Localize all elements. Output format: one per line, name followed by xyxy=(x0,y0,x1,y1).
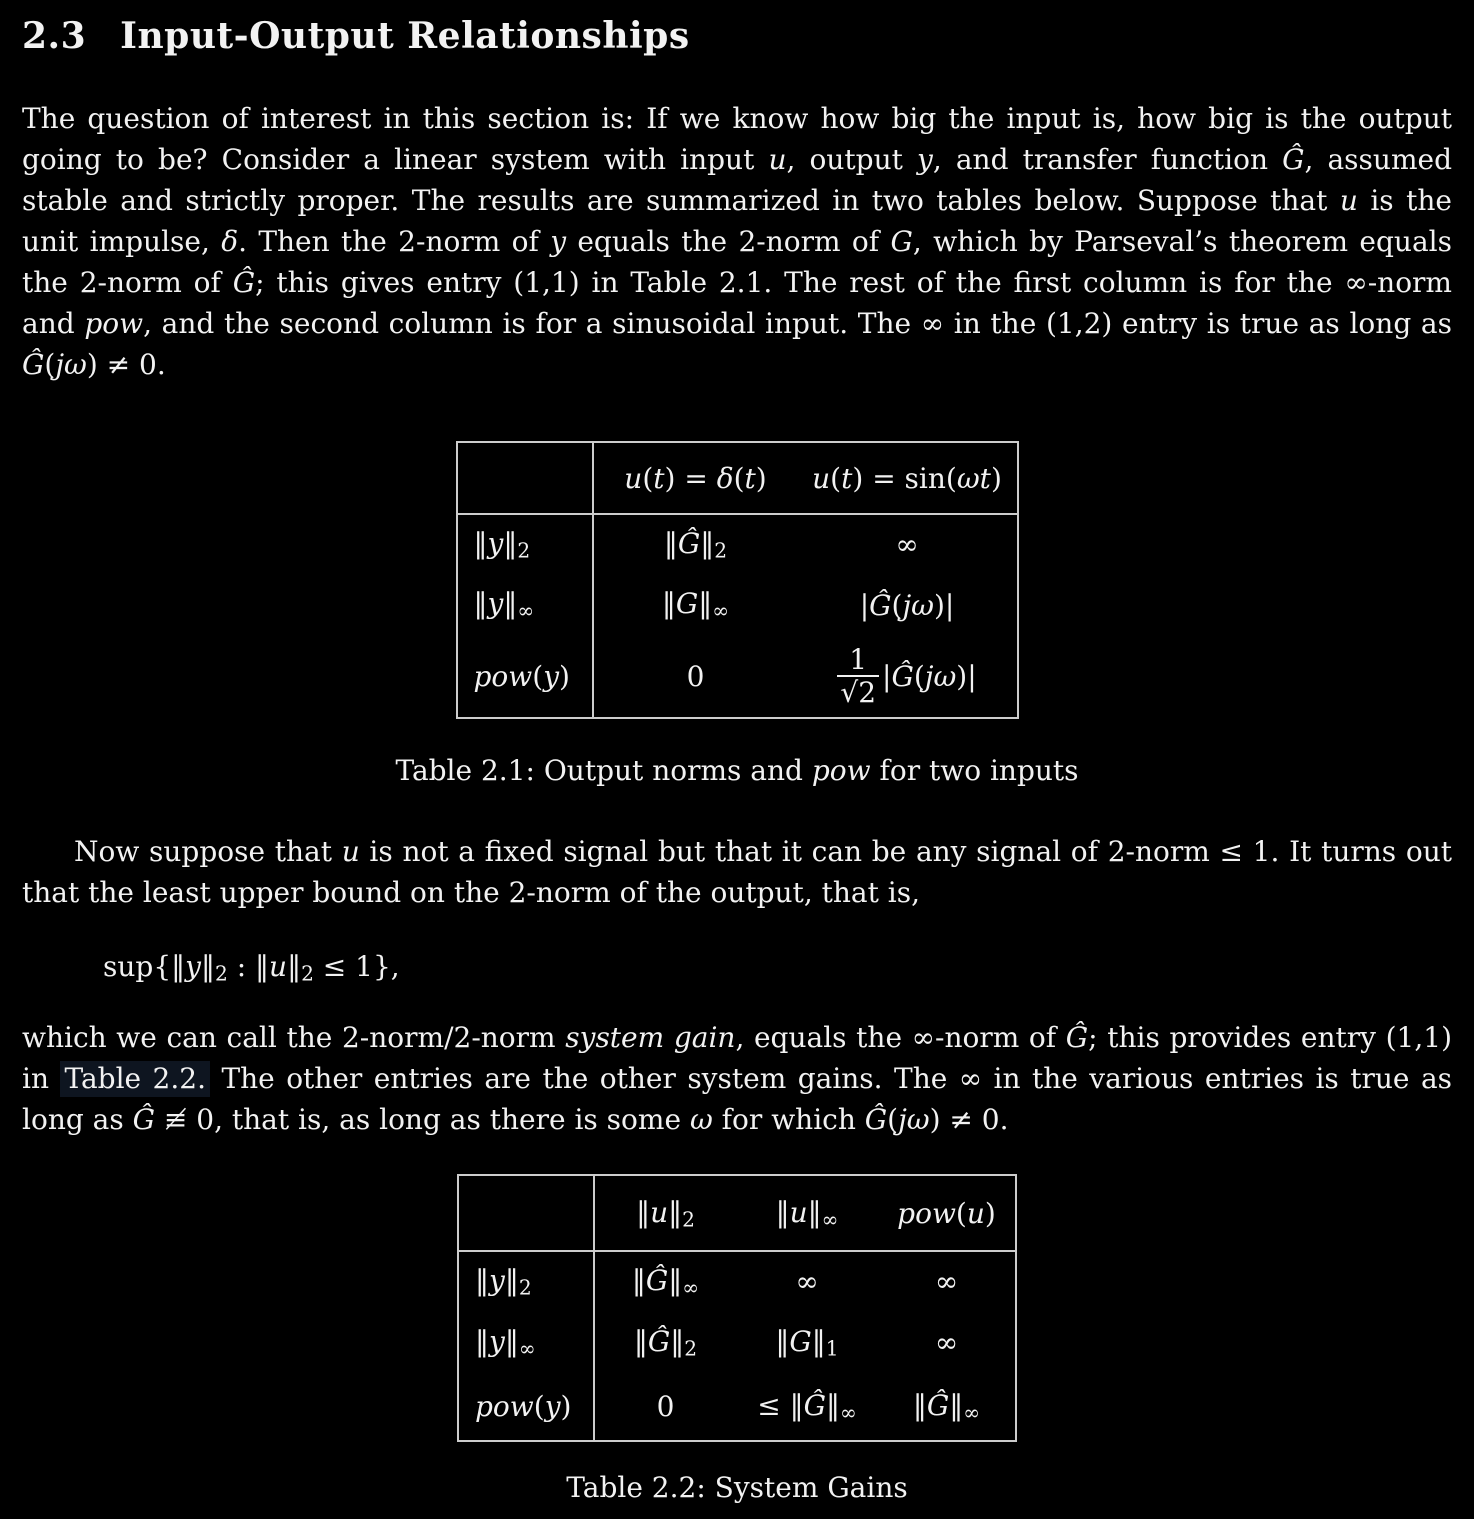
text-run: ) xyxy=(755,461,767,495)
cell-yinf-sinusoid xyxy=(798,574,1018,636)
text-run: u xyxy=(768,143,787,176)
text-run: y xyxy=(550,225,567,258)
text-run: ( xyxy=(830,461,842,495)
cell-yinf-uinf xyxy=(736,1311,878,1373)
text-run: | xyxy=(882,660,892,693)
text-run: ∞ xyxy=(712,598,730,623)
text-run: ‖ xyxy=(661,587,676,621)
text-run: G xyxy=(789,1324,812,1358)
text-run: | xyxy=(859,588,870,622)
text-run: pow xyxy=(473,660,533,693)
text-run: y xyxy=(185,950,201,983)
text-run: ) = sin( xyxy=(852,461,957,495)
text-run: u xyxy=(341,835,360,868)
text-run: 1 xyxy=(825,1336,839,1361)
section-title: Input-Output Relationships xyxy=(120,15,690,57)
text-run: 2 xyxy=(684,1336,698,1361)
text-run: ) xyxy=(559,660,570,693)
text-run: ( xyxy=(532,660,544,693)
text-run: ) ≠ 0. xyxy=(86,348,166,381)
text-run: ∞ xyxy=(682,1275,700,1300)
row-label-y-2norm xyxy=(457,514,593,574)
row-label-pow-y xyxy=(458,1373,594,1441)
text-run: . Then the 2-norm of xyxy=(238,225,551,258)
fraction-denominator: √2 xyxy=(837,675,879,708)
text-run: u xyxy=(1339,184,1358,217)
text-run: ‖ xyxy=(636,1195,651,1229)
table-2-1-header-row xyxy=(457,442,1018,514)
text-run: 2 xyxy=(682,1207,695,1232)
table-2-1-corner-cell xyxy=(457,442,593,514)
table-row xyxy=(458,1251,1016,1311)
text-run: ∞ xyxy=(963,1400,981,1425)
text-run: u xyxy=(650,1195,669,1229)
text-run: sup{‖ xyxy=(103,950,186,983)
table-2-2-caption: Table 2.2: System Gains xyxy=(566,1471,908,1505)
cell-yinf-impulse xyxy=(593,574,798,636)
text-run: δ xyxy=(221,225,239,258)
text-run: for which xyxy=(712,1103,865,1137)
text-run: t xyxy=(841,461,853,495)
text-run: ≢ 0, that is, as long as there is some xyxy=(155,1103,690,1137)
text-run: ‖ xyxy=(807,1195,822,1229)
text-run: ∞ xyxy=(934,1325,959,1359)
text-run: for two inputs xyxy=(870,754,1079,787)
cell-yinf-u2 xyxy=(594,1311,736,1373)
text-run: The question of interest in this section is: If we know how big the input is, how big is the output going to be? Consider a linear system with input xyxy=(22,102,1452,176)
cell-y2-powu xyxy=(878,1251,1016,1311)
table-row xyxy=(458,1373,1016,1441)
table-2-2-header-row xyxy=(458,1175,1016,1251)
text-run: y xyxy=(489,1324,505,1358)
row-label-pow-y xyxy=(457,636,593,718)
table-row xyxy=(458,1311,1016,1373)
cell-powy-powu xyxy=(878,1373,1016,1441)
text-run: Ĝ xyxy=(1065,1021,1089,1055)
text-run: Ĝ xyxy=(22,348,45,381)
text-run: Ĝ xyxy=(132,1103,156,1137)
fraction-one-over-sqrt2 xyxy=(837,642,879,709)
cell-y2-u2 xyxy=(594,1251,736,1311)
text-run: , equals the ∞-norm of xyxy=(735,1021,1066,1055)
text-run: ‖ xyxy=(504,1324,519,1358)
text-run: , assumed stable and strictly proper. The results are summarized in two tables below. Suppose that xyxy=(22,143,1452,217)
text-run: ‖ xyxy=(670,1324,685,1358)
text-run: jω xyxy=(902,588,934,622)
text-run: jω xyxy=(55,348,87,381)
text-run: y xyxy=(543,660,560,693)
text-run: ‖ xyxy=(633,1324,648,1358)
text-run: Ĝ xyxy=(677,526,701,560)
text-run: ) = xyxy=(664,461,717,495)
text-run: ∞ xyxy=(895,528,919,561)
text-run: ‖ xyxy=(775,1324,790,1358)
text-run: , which by Parseval’s theorem equals the 2-norm of xyxy=(22,225,1452,299)
text-run: Table 2.1: Output norms and xyxy=(395,754,812,787)
fraction-rest xyxy=(882,660,977,693)
text-run: ( xyxy=(887,1103,899,1137)
text-run: Ĝ xyxy=(869,588,892,622)
text-run: ≤ 1}, xyxy=(313,950,400,983)
text-run: y xyxy=(917,143,933,176)
text-run: ‖ xyxy=(503,526,518,560)
text-run: ‖ xyxy=(200,950,215,983)
table-2-2-header-uinf xyxy=(736,1175,878,1251)
text-run: y xyxy=(489,1264,505,1298)
text-run: y xyxy=(487,587,504,621)
cell-powy-sinusoid xyxy=(798,636,1018,718)
text-run: 2 xyxy=(301,961,314,986)
text-run: ‖ xyxy=(698,587,713,621)
text-run: system gain xyxy=(565,1021,736,1055)
text-run: , and transfer function xyxy=(932,143,1283,176)
table-2-2 xyxy=(457,1174,1017,1442)
text-run: ‖ xyxy=(475,1264,489,1298)
text-run: Ĝ xyxy=(232,266,256,299)
text-run: pow xyxy=(811,754,871,787)
text-run: Ĝ xyxy=(645,1264,669,1298)
text-run: ‖ xyxy=(700,526,715,560)
text-run: ( xyxy=(913,660,925,693)
text-run: ( xyxy=(44,348,56,381)
paragraph-sup-bound xyxy=(22,831,1452,913)
text-run: y xyxy=(544,1390,561,1424)
table-2-2-header-u2 xyxy=(594,1175,736,1251)
cell-y2-uinf xyxy=(736,1251,878,1311)
text-run: 2 xyxy=(214,961,228,986)
text-run: pow xyxy=(84,307,144,340)
text-run: ‖ xyxy=(473,587,488,621)
text-run: t xyxy=(744,461,756,495)
text-run: ≤ ‖ xyxy=(757,1389,804,1423)
text-run: )| xyxy=(956,660,977,693)
cell-y2-impulse xyxy=(593,514,798,574)
text-run: equals the 2-norm of xyxy=(566,225,891,258)
text-run: u xyxy=(966,1196,985,1230)
row-label-y-2norm xyxy=(458,1251,594,1311)
table-2-1-header-impulse xyxy=(593,442,798,514)
text-run: u xyxy=(269,950,288,983)
table-2-2-reference-link[interactable]: Table 2.2. xyxy=(60,1061,210,1097)
text-run: G xyxy=(675,587,699,621)
text-run: ∞ xyxy=(795,1265,819,1299)
row-label-y-infnorm xyxy=(457,574,593,636)
text-run: ) xyxy=(560,1390,572,1424)
paragraph-intro xyxy=(22,98,1452,385)
text-run: ∞ xyxy=(839,1400,857,1425)
text-run: δ xyxy=(716,461,734,495)
text-run: ∞ xyxy=(821,1207,839,1232)
text-run: ‖ xyxy=(949,1389,964,1423)
text-run: , output xyxy=(786,143,917,176)
text-run: is the unit impulse, xyxy=(22,184,1452,258)
text-run: ‖ xyxy=(287,950,302,983)
text-run: y xyxy=(487,526,504,560)
section-heading xyxy=(22,14,1452,58)
text-run: u xyxy=(812,461,831,495)
text-run: jω xyxy=(924,660,957,693)
text-run: : ‖ xyxy=(227,950,270,983)
text-run: ) xyxy=(984,1196,996,1230)
text-run: is not a fixed signal but that it can be any signal of 2-norm ≤ 1. It turns out that the least upper bound on the 2-norm of the output, that is, xyxy=(22,835,1452,909)
text-run: ; this gives entry (1,1) in Table 2.1. The rest of the first column is for the ∞-norm and xyxy=(22,266,1452,340)
text-run: u xyxy=(624,461,643,495)
text-run: ‖ xyxy=(663,526,678,560)
text-run: Now suppose that xyxy=(74,835,342,868)
table-2-2-corner-cell xyxy=(458,1175,594,1251)
text-run: u xyxy=(789,1195,808,1229)
table-row xyxy=(457,574,1018,636)
text-run: jω xyxy=(898,1103,930,1137)
text-run: Ĝ xyxy=(803,1389,826,1423)
text-run: ‖ xyxy=(631,1264,646,1298)
table-2-2-header-powu xyxy=(878,1175,1016,1251)
text-run: pow xyxy=(475,1390,534,1424)
table-2-1-header-sinusoid xyxy=(798,442,1018,514)
text-run: ) ≠ 0. xyxy=(929,1103,1009,1137)
text-run: ‖ xyxy=(668,1195,683,1229)
text-run: ‖ xyxy=(912,1389,927,1423)
text-run: The other entries are the other system gains. The ∞ in the various entries is true as long as xyxy=(22,1062,1453,1137)
table-2-1 xyxy=(456,441,1019,719)
cell-powy-u2 xyxy=(594,1373,736,1441)
text-run: ) xyxy=(990,461,1002,495)
text-run: ‖ xyxy=(668,1264,683,1298)
paragraph-system-gain xyxy=(22,1017,1452,1140)
text-run: 2 xyxy=(518,1275,532,1300)
text-run: 0 xyxy=(686,660,705,693)
text-run: ∞ xyxy=(934,1265,959,1299)
text-run: ∞ xyxy=(518,1336,536,1361)
fraction-numerator: 1 xyxy=(849,642,868,676)
cell-y2-sinusoid xyxy=(798,514,1018,574)
text-run: ( xyxy=(733,461,745,495)
text-run: 2 xyxy=(714,538,728,563)
text-run: Ĝ xyxy=(891,660,914,693)
text-run: G xyxy=(890,225,913,258)
table-2-1-caption xyxy=(22,751,1452,791)
text-run: ( xyxy=(891,588,903,622)
text-run: ( xyxy=(533,1390,545,1424)
text-run: ‖ xyxy=(473,526,488,560)
text-run: ‖ xyxy=(825,1389,840,1423)
text-run: Ĝ xyxy=(647,1324,671,1358)
text-run: ( xyxy=(642,461,654,495)
text-run: ‖ xyxy=(811,1324,826,1358)
text-run: )| xyxy=(933,588,955,622)
text-run: pow xyxy=(897,1196,956,1230)
text-run: Ĝ xyxy=(926,1389,950,1423)
text-run: ωt xyxy=(956,461,991,495)
section-number: 2.3 xyxy=(22,15,87,57)
text-run: ( xyxy=(955,1196,967,1230)
text-run: t xyxy=(653,461,665,495)
text-run: Ĝ xyxy=(1282,143,1305,176)
text-run: Ĝ xyxy=(864,1103,888,1137)
text-run: ‖ xyxy=(503,587,518,621)
text-run: 0 xyxy=(656,1390,675,1424)
row-label-y-infnorm xyxy=(458,1311,594,1373)
table-row xyxy=(457,514,1018,574)
table-row xyxy=(457,636,1018,718)
text-run: which we can call the 2-norm/2-norm xyxy=(22,1021,566,1055)
text-run: ω xyxy=(689,1103,713,1137)
text-run: 2 xyxy=(517,538,531,563)
equation-sup-norm xyxy=(22,945,1452,995)
text-run: ; this provides entry (1,1) in xyxy=(22,1021,1453,1096)
cell-powy-impulse xyxy=(593,636,798,718)
text-run: , and the second column is for a sinusoidal input. The ∞ in the (1,2) entry is true as long as xyxy=(143,307,1452,340)
cell-powy-uinf xyxy=(736,1373,878,1441)
text-run: ‖ xyxy=(504,1264,519,1298)
text-run: ∞ xyxy=(517,598,535,623)
text-run: ‖ xyxy=(775,1195,790,1229)
cell-yinf-powu xyxy=(878,1311,1016,1373)
text-run: ‖ xyxy=(475,1324,489,1358)
